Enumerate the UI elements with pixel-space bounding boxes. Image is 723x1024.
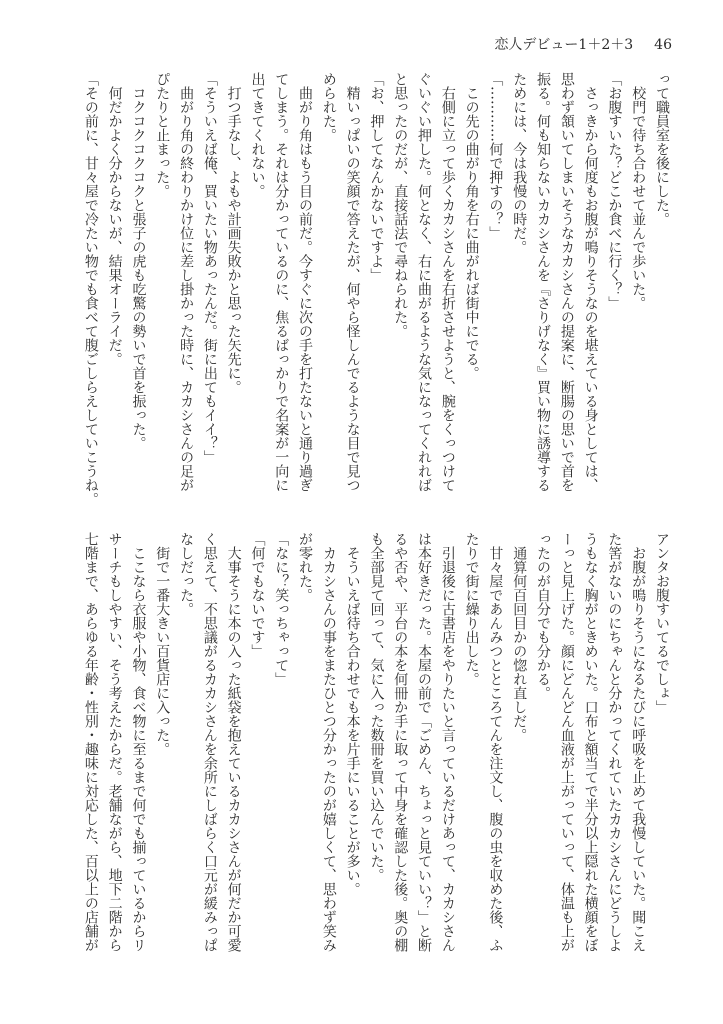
text-column: てしまう。それは分かっているのに、焦るばっかりで名案が一向に	[273, 72, 290, 492]
text-column: ぴたりと止まった。	[154, 72, 171, 198]
text-column: って職員室を後にした。	[654, 72, 670, 226]
text-column: ーっと見上げた。顔にどんどん血液が上がっていって、体温も上が	[558, 532, 575, 952]
text-column: た筈がないのにちゃんと分かってくれていたカカシさんにどうしよ	[606, 532, 623, 952]
text-column: く思えて、不思議がるカカシさんを余所にしばらく口元が緩みっぱ	[201, 532, 218, 952]
text-column: 街で一番大きい百貨店に入った。	[154, 532, 171, 756]
text-column: は本好きだった。本屋の前で「ごめん、ちょっと見ていい？」と断	[416, 532, 433, 952]
text-column: 「お、押してなんかないですよ」	[368, 72, 385, 282]
lower-text-block	[78, 532, 673, 952]
text-column: サーチもしやすい、そう考えたからだ。老舗ながら、地下二階から	[106, 532, 123, 952]
text-column: ぐいぐい押した。何となく、右に曲がるような気になってくれれば	[416, 72, 433, 492]
text-column: うもなく胸がときめいた。口布と額当てで半分以上隠れた横顔をぼ	[582, 532, 599, 952]
running-header	[494, 37, 672, 53]
text-column: 七階まで、あらゆる年齢・性別・趣味に対応した、百以上の店舗が	[82, 532, 99, 952]
text-column: 曲がり角はもう目の前だ。今すぐに次の手を打たないと通り過ぎ	[297, 72, 314, 492]
text-column: 通算何百回目かの惚れ直しだ。	[511, 532, 528, 742]
text-column: 「その前に、甘々屋で冷たい物でも食べて腹ごしらえしていこうね。	[82, 72, 99, 506]
text-column: と思ったのだが、直接話法で尋ねられた。	[392, 72, 409, 338]
text-column: なしだった。	[178, 532, 195, 616]
text-column: 打つ手なし、よもや計画失敗かと思った矢先に。	[225, 72, 242, 394]
book-title: 恋人デビュー1＋2＋3	[494, 37, 634, 53]
text-column: 大事そうに本の入った紙袋を抱えているカカシさんが何だか可愛	[225, 532, 242, 952]
text-column: たりで街に繰り出した。	[463, 532, 480, 686]
text-column: が零れた。	[297, 532, 314, 602]
text-column: 「そういえば俺、買いたい物あったんだ。街に出てもイイ？」	[201, 72, 218, 464]
text-column: そういえば待ち合わせでも本を片手にいることが多い。	[344, 532, 361, 896]
text-column: 引退後に古書店をやりたいと言っているだけあって、カカシさん	[439, 532, 456, 952]
text-column: 校門で待ち合わせて並んで歩いた。	[630, 72, 647, 310]
text-column: ためには、今は我慢の時だ。	[511, 72, 528, 254]
text-column: 振る。何も知らないカカシさんを『さりげなく』買い物に誘導する	[535, 72, 552, 492]
text-column: 出てきてくれない。	[249, 72, 266, 198]
page-number: 46	[654, 37, 672, 53]
text-column: 「何でもないです」	[249, 532, 266, 658]
text-column: 思わず頷いてしまいそうなカカシさんの提案に、断腸の思いで首を	[558, 72, 575, 492]
text-column: この先の曲がり角を右に曲がれば街中にでる。	[463, 72, 480, 380]
text-column: コクコクコクコクと張子の虎も吃驚の勢いで首を振った。	[130, 72, 147, 450]
text-column: 「なに？笑っちゃって」	[273, 532, 290, 686]
text-column: お腹が鳴りそうになるたびに呼吸を止めて我慢していた。聞こえ	[630, 532, 647, 952]
text-column: るや否や、平台の本を何冊か手に取って中身を確認した後。奥の棚	[392, 532, 409, 952]
text-column: さっきから何度もお腹が鳴りそうなのを堪えている身としては、	[582, 72, 599, 492]
text-column: も全部見て回って、気に入った数冊を買い込んでいた。	[368, 532, 385, 882]
text-column: 何だかよく分からないが、結果オーライだ。	[106, 72, 123, 366]
text-column: 「お腹すいた？どこか食べに行く？」	[606, 72, 623, 310]
text-column: ったのが自分でも分かる。	[535, 532, 552, 700]
text-column: められた。	[320, 72, 337, 142]
text-column: カカシさんの事をまたひとつ分かったのが嬉しくて、思わず笑み	[320, 532, 337, 952]
text-column: 精いっぱいの笑顔で答えたが、何やら怪しんでるような目で見つ	[344, 72, 361, 492]
text-column: 右側に立って歩くカカシさんを右折させようと、腕をくっつけて	[439, 72, 456, 492]
text-column: アンタお腹すいてるでしょ」	[654, 532, 670, 714]
upper-text-block	[78, 72, 673, 506]
text-column: 甘々屋であんみつとところてんを注文し、腹の虫を収めた後、ふ	[487, 532, 504, 952]
text-column: ここなら衣服や小物、食べ物に至るまで何でも揃っているからリ	[130, 532, 147, 952]
text-column: 曲がり角の終わりかけ位に差し掛かった時に、カカシさんの足が	[178, 72, 195, 492]
text-column: 「…………何で押すの？」	[487, 72, 504, 240]
